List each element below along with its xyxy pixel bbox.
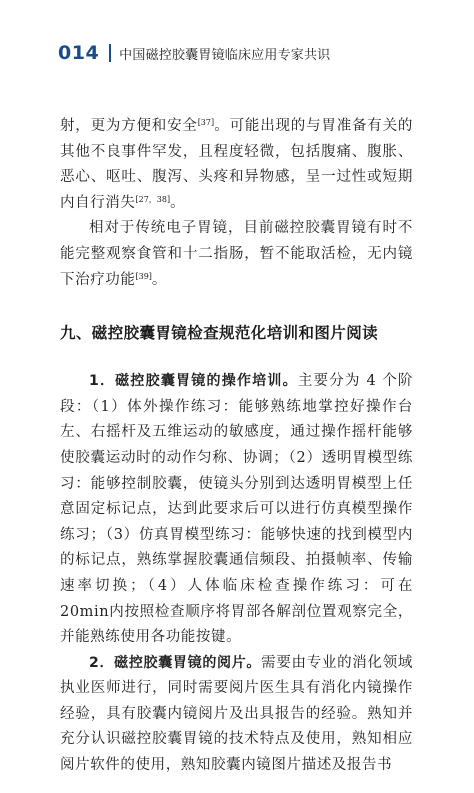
section-heading: 九、磁控胶囊胃镜检查规范化培训和图片阅读 [60, 324, 379, 343]
item-lead: 2．磁控胶囊胃镜的阅片。 [89, 654, 262, 671]
page-header [58, 40, 330, 66]
citation: [37] [197, 118, 215, 127]
body-content [60, 114, 413, 779]
citation: [39] [135, 271, 152, 281]
header-divider [109, 44, 111, 62]
paragraph-training: 1．磁控胶囊胃镜的操作培训。主要分为 4 个阶段：（1）体外操作练习：能够熟练地掌控好操作台左、右摇杆及五维运动的敏感度，通过操作摇杆能够使胶囊运动时的动作匀称、协调；（2）透明胃模型练习：能够控制胶囊，使镜头分别到达透明胃模型上任意固定标记点，达到此要求后可以进行仿真模型操作练习；（3）仿真胃模型练习：能够快速的找到模型内的标记点，熟练掌握胶囊通信频段、拍摄帧率、传输速率切换；（4）人体临床检查操作练习：可在20min内按照检查顺序将胃部各解剖位置观察完全，并能熟练使用各功能按键。 [60, 373, 414, 646]
paragraph-safety: 射，更为方便和安全[37]。可能出现的与胃准备有关的其他不良事件罕发，且程度轻微，包括腹痛、腹胀、恶心、呕吐、腹泻、头疼和异物感，呈一过性或短期内自行消失[27，38]。 [60, 118, 413, 211]
citation: [27，38] [135, 194, 171, 204]
paragraph-limitations: 相对于传统电子胃镜，目前磁控胶囊胃镜有时不能完整观察食管和十二指肠，暂不能取活检，无内镜下治疗功能[39]。 [60, 220, 413, 288]
page-number: 014 [58, 42, 100, 64]
paragraph-reading: 2．磁控胶囊胃镜的阅片。需要由专业的消化领域执业医师进行，同时需要阅片医生具有消化内镜操作经验，具有胶囊内镜阅片及出具报告的经验。熟知并充分认识磁控胶囊胃镜的技术特点及使用，熟知相应阅片软件的使用，熟知胶囊内镜图片描述及报告书 [60, 654, 414, 774]
item-lead: 1．磁控胶囊胃镜的操作培训。 [89, 373, 298, 390]
running-title: 中国磁控胶囊胃镜临床应用专家共识 [119, 47, 331, 63]
